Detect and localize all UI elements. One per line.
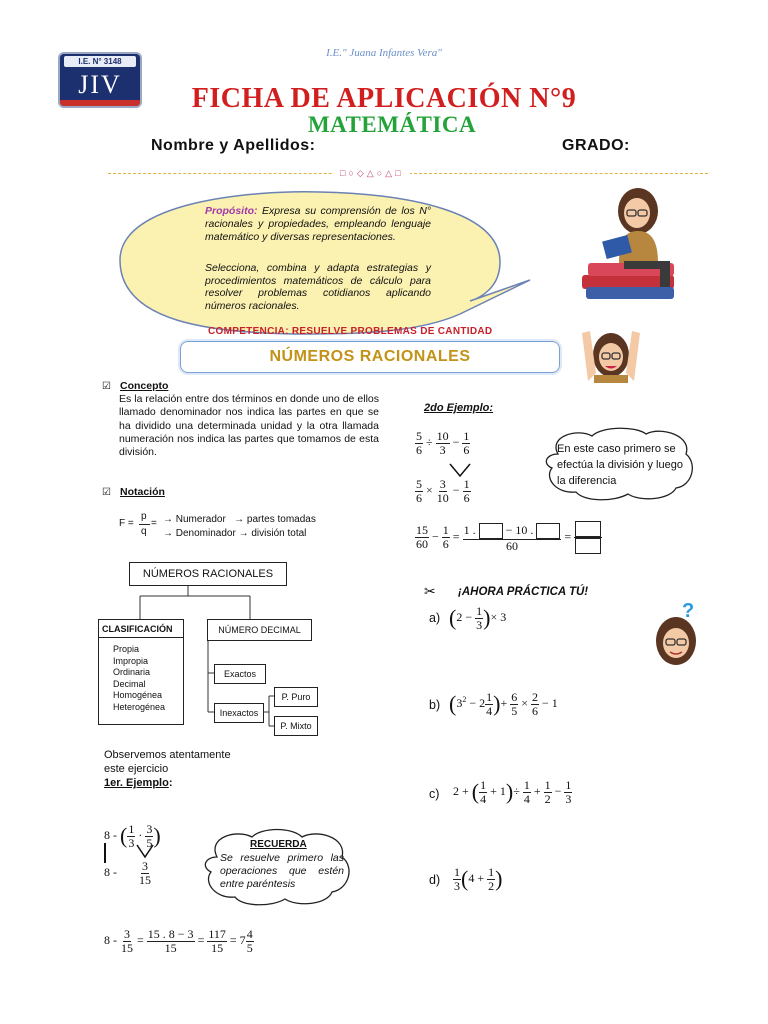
- example-2-step-2: $\frac{5}{6}$ × $\frac{3}{10}$ − $\frac{1}{6}$: [416, 477, 470, 505]
- exercise-a: (2 − $\frac{1}{3}$ )× 3: [449, 604, 507, 632]
- example-1-heading: 1er. Ejemplo: [104, 777, 169, 789]
- exercise-b: ($3^2 - 2$ $\frac{1}{4}$ )+ $\frac{6}{5}$ × $\frac{2}{6}$ − 1: [449, 690, 558, 718]
- classification-box: [98, 619, 184, 725]
- observe-line-1: Observemos atentamente: [104, 749, 231, 761]
- practice-heading: ¡AHORA PRÁCTICA TÚ!: [458, 586, 589, 598]
- scissors-icon: ✂: [424, 583, 436, 599]
- decimal-box: NÚMERO DECIMAL: [207, 619, 312, 641]
- school-name: I.E." Juana Infantes Vera": [326, 47, 442, 59]
- notation-f: F =: [119, 518, 134, 529]
- checkbox-icon: ☑: [102, 487, 111, 498]
- teacher-cheering-image: [578, 323, 644, 383]
- notation-line-2: → Denominador → división total: [163, 528, 307, 539]
- example-1-heading-wrap: 1er. Ejemplo:: [104, 777, 173, 789]
- class-item: Homogénea: [113, 690, 163, 700]
- teacher-thinking-image: [652, 603, 702, 667]
- concept-heading: Concepto: [120, 380, 169, 392]
- svg-text:?: ?: [682, 603, 695, 622]
- step-arrow-icon: [448, 462, 472, 478]
- decorative-shapes: □○◇△○△□: [334, 168, 410, 179]
- exercise-b-label: b): [429, 698, 441, 712]
- teacher-on-books-image: [574, 183, 684, 303]
- classification-title: CLASIFICACIÓN: [99, 620, 183, 638]
- exactos-box: Exactos: [214, 664, 266, 684]
- class-item: Impropia: [113, 655, 149, 666]
- explanation-text: En este caso primero se efectúa la división y luego la diferencia: [557, 443, 683, 487]
- exercise-c-label: c): [429, 787, 440, 801]
- purpose-text-2: Selecciona, combina y adapta estrategias y procedimientos matemáticos de cálculo para resolver problemas cotidianos aplicando números racionales.: [205, 262, 431, 312]
- example-2-step-3: $\frac{15}{60}$ − $\frac{1}{6}$ = $\frac{1 . - 10 .}{60}$ =: [415, 521, 602, 554]
- class-item: Propia: [113, 644, 140, 654]
- checkbox-icon: ☑: [102, 381, 111, 392]
- logo-top-text: I.E. N° 3148: [64, 56, 136, 67]
- notation-line-1: → Numerador → partes tomadas: [163, 514, 316, 525]
- recall-title: RECUERDA: [250, 839, 307, 850]
- inexactos-box: Inexactos: [214, 703, 264, 723]
- grade-label: GRADO:: [562, 137, 630, 154]
- term: 8 -: [104, 864, 117, 879]
- notation-p: p: [141, 511, 147, 522]
- notation-heading: Notación: [120, 486, 165, 498]
- competence-heading: COMPETENCIA: RESUELVE PROBLEMAS DE CANTIDAD: [208, 326, 493, 337]
- exercise-c: 2 + ( $\frac{1}{4}$ + 1)÷ $\frac{1}{4}$ + $\frac{1}{2}$ − $\frac{1}{3}$: [453, 778, 572, 806]
- recall-text: Se resuelve primero las operaciones que estén entre paréntesis: [220, 852, 344, 890]
- example-2-heading: 2do Ejemplo:: [424, 402, 494, 414]
- example-1-step-3: 8 - $\frac{3}{15}$ = $\frac{15 . 8 - 3}{15}$ = $\frac{117}{15}$ = 7 $\frac{4}{5}$: [104, 927, 253, 955]
- notation-eq: =: [151, 518, 157, 529]
- example-1-step-1: 8 - ( $\frac{1}{3}$ · $\frac{3}{5}$ ): [104, 822, 161, 850]
- exercise-d: $\frac{1}{3}$ (4 + $\frac{1}{2}$ ): [454, 865, 503, 893]
- example-2-step-1: $\frac{5}{6}$ ÷ $\frac{10}{3}$ − $\frac{1}{6}$: [416, 429, 470, 457]
- class-item: Decimal: [113, 678, 146, 689]
- term: 8 -: [104, 827, 117, 842]
- class-item: Ordinaria: [113, 667, 151, 677]
- exercise-a-label: a): [429, 611, 441, 625]
- root-box: NÚMEROS RACIONALES: [129, 562, 287, 586]
- subject-title: MATEMÁTICA: [307, 112, 477, 137]
- exercise-d-label: d): [429, 873, 441, 887]
- observe-line-2: este ejercicio: [104, 763, 169, 775]
- concept-text: Es la relación entre dos términos en donde uno de ellos llamado denominador nos indica las partes en que se ha dividido una determinada unidad y la otra llamada numeración nos indica las partes que tomamos de esta división.: [119, 393, 379, 459]
- purpose-label: Propósito:: [205, 205, 258, 217]
- class-item: Heterogénea: [113, 701, 166, 712]
- mixto-box: P. Mixto: [274, 716, 318, 736]
- example-1-step-2: 8 - $\frac{3}{15}$: [104, 859, 151, 887]
- topic-title: NÚMEROS RACIONALES: [180, 341, 560, 373]
- notation-q: q: [141, 526, 147, 537]
- logo-main-text: JIV: [78, 70, 122, 99]
- purpose-body: Expresa su comprensión de los N° racionales y propiedades, empleando lenguaje matemático y diversas representaciones.: [205, 205, 431, 243]
- puro-box: P. Puro: [274, 687, 318, 707]
- page-title: FICHA DE APLICACIÓN N°9: [191, 83, 577, 114]
- name-label: Nombre y Apellidos:: [151, 137, 316, 154]
- term: 8 -: [104, 932, 117, 947]
- purpose-text: [205, 205, 431, 244]
